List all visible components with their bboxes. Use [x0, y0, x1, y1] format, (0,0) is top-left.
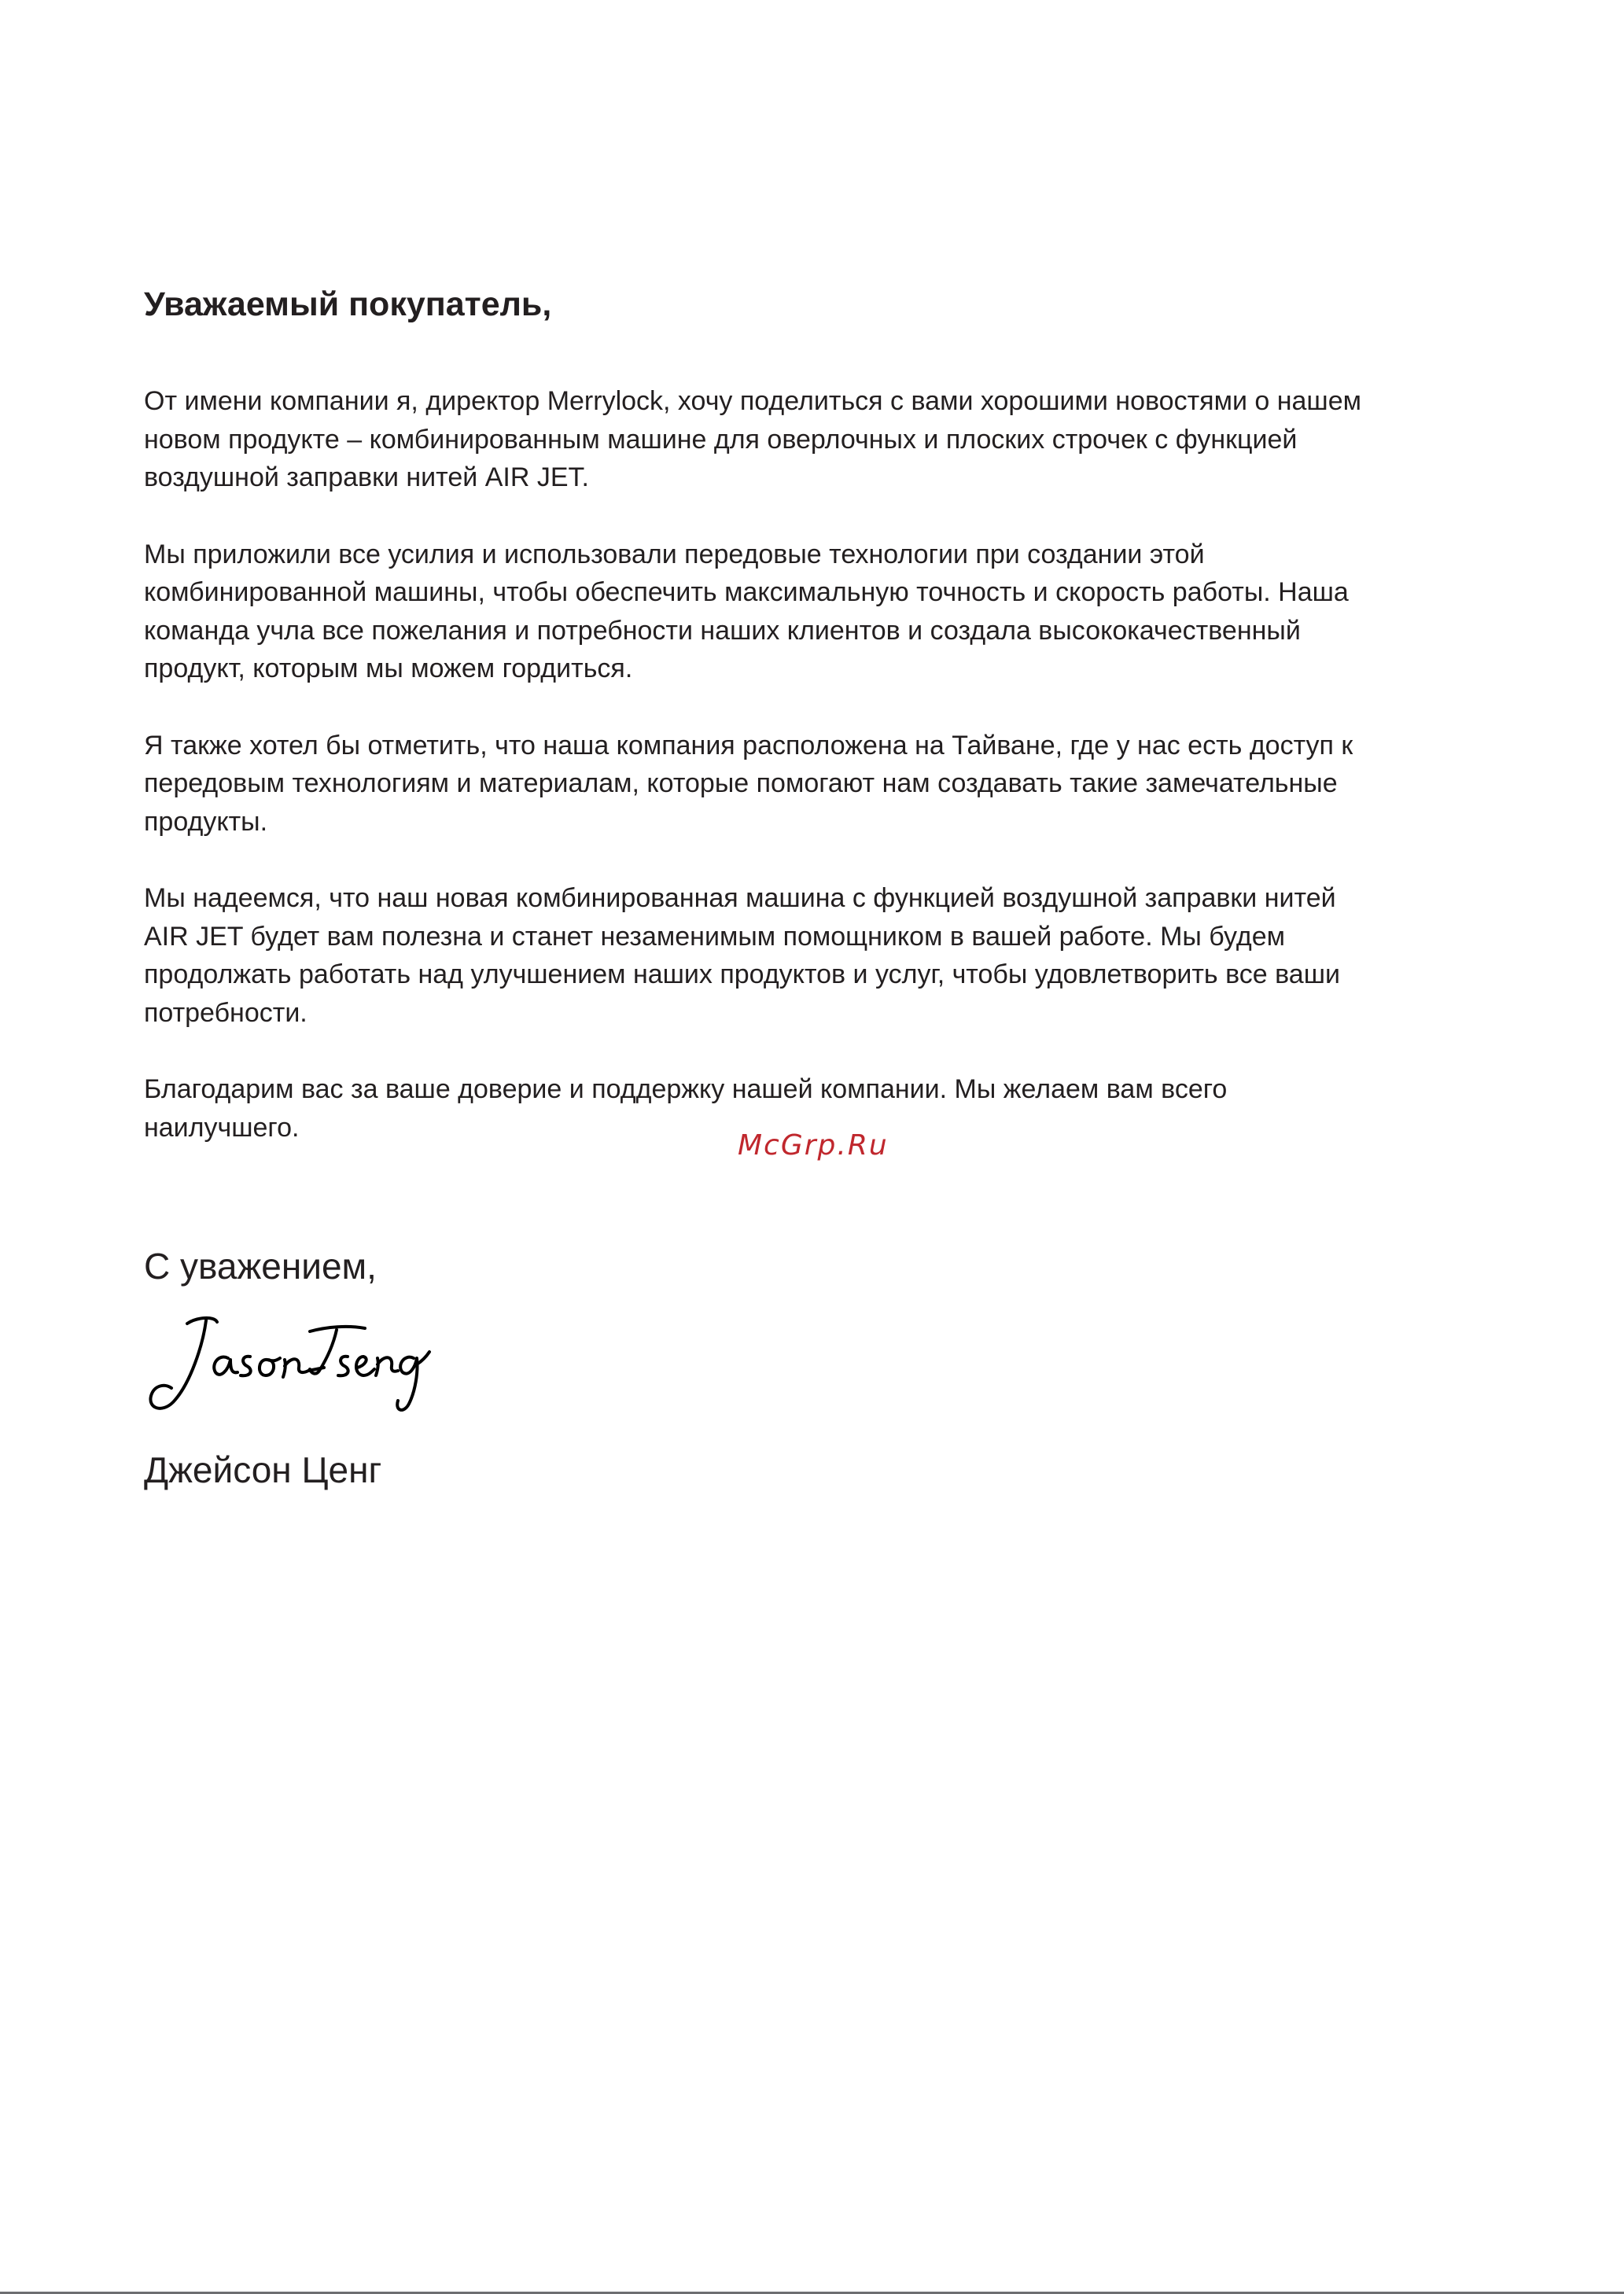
letter-paragraph-4: Мы надеемся, что наш новая комбинированная машина с функцией воздушной заправки нитей AIR JET будет вам полезна и станет незаменимым помощником в вашей работе. Мы будем продолжать работать над улучшением наших продуктов и услуг, чтобы удовлетворить все ваши потребности. — [144, 883, 1340, 1028]
letter-paragraph-5: Благодарим вас за ваше доверие и поддержку нашей компании. Мы желаем вам всего наилучшего. — [144, 1074, 1228, 1143]
letter-body — [144, 382, 1371, 1185]
letter-paragraph-3: Я также хотел бы отметить, что наша компания расположена на Тайване, где у нас есть доступ к передовым технологиям и материалам, которые помогают нам создавать такие замечательные продукты. — [144, 730, 1353, 837]
letter-closing: С уважением, — [144, 1246, 377, 1287]
handwritten-signature — [142, 1309, 433, 1416]
watermark-link[interactable]: McGrp.Ru — [738, 1129, 889, 1162]
letter-paragraph-1: От имени компании я, директор Merrylock, хочу поделиться с вами хорошими новостями о нашем новом продукте – комбинированным машине для оверлочных и плоских строчек с функцией воздушной заправки нитей AIR JET. — [144, 386, 1361, 492]
signer-name: Джейсон Ценг — [144, 1449, 382, 1490]
letter-paragraph-2: Мы приложили все усилия и использовали передовые технологии при создании этой комбинированной машины, чтобы обеспечить максимальную точность и скорость работы. Наша команда учла все пожелания и потребности наших клиентов и создала высококачественный продукт, которым мы можем гордиться. — [144, 539, 1349, 683]
letter-greeting: Уважаемый покупатель, — [144, 285, 552, 323]
